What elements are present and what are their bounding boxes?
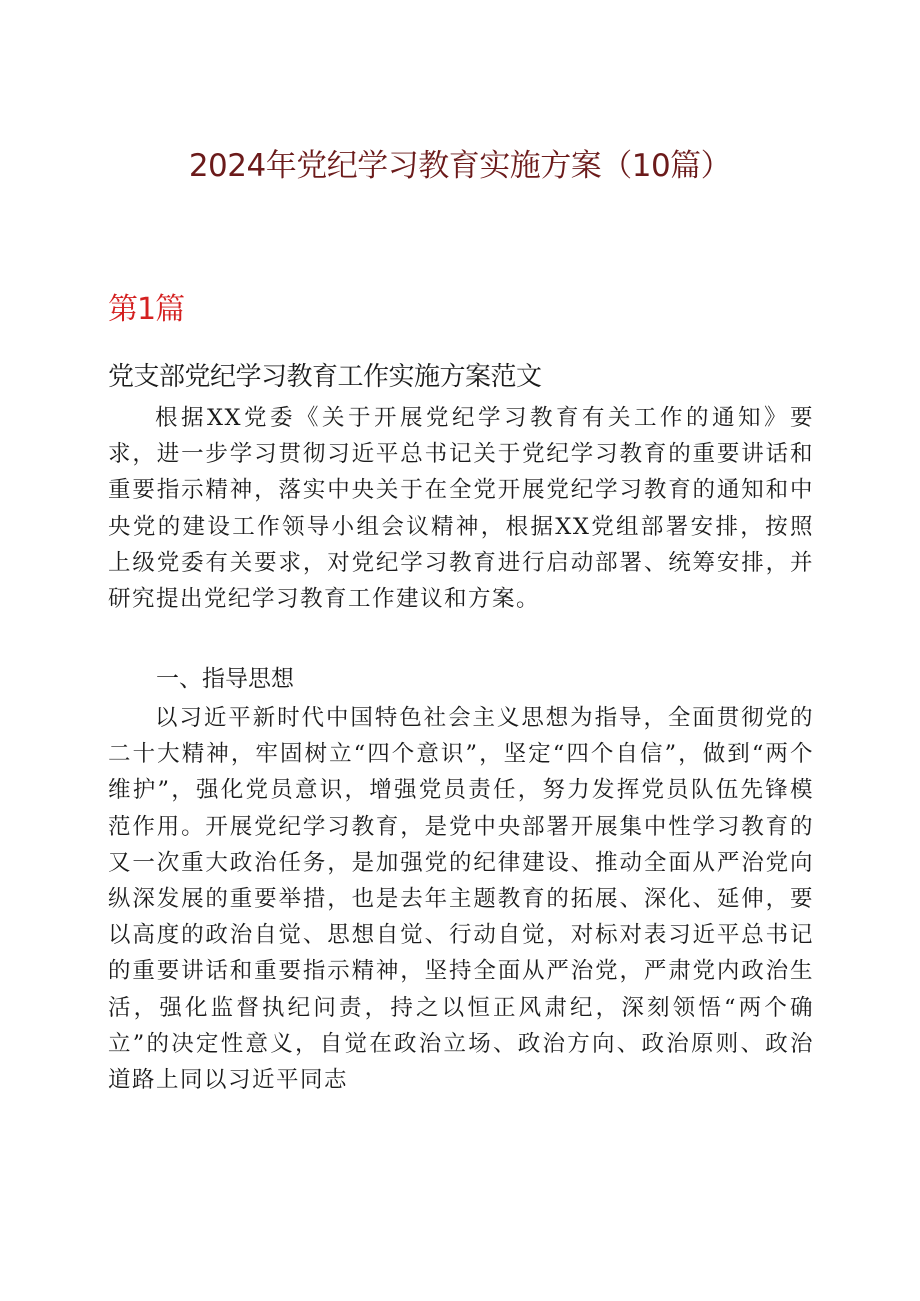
document-title: 2024年党纪学习教育实施方案（10篇） bbox=[188, 148, 732, 184]
intro-paragraph: 根据XX党委《关于开展党纪学习教育有关工作的通知》要求，进一步学习贯彻习近平总书记关于党纪学习教育的重要讲话和重要指示精神，落实中央关于在全党开展党纪学习教育的通知和中央党的建设工作领导小组会议精神，根据XX党组部署安排，按照上级党委有关要求，对党纪学习教育进行启动部署、统筹安排，并研究提出党纪学习教育工作建议和方案。 bbox=[108, 405, 814, 613]
part-heading: 第1篇 bbox=[108, 292, 185, 327]
guiding-ideology-paragraph: 以习近平新时代中国特色社会主义思想为指导，全面贯彻党的二十大精神，牢固树立“四个意识”，坚定“四个自信”，做到“两个维护”，强化党员意识，增强党员责任，努力发挥党员队伍先锋模范作用。开展党纪学习教育，是党中央部署开展集中性学习教育的又一次重大政治任务，是加强党的纪律建设、推动全面从严治党向纵深发展的重要举措，也是去年主题教育的拓展、深化、延伸，要以高度的政治自觉、思想自觉、行动自觉，对标对表习近平总书记的重要讲话和重要指示精神，坚持全面从严治党，严肃党内政治生活，强化监督执纪问责，持之以恒正风肃纪，深刻领悟“两个确立”的决定性意义，自觉在政治立场、政治方向、政治原则、政治道路上同以习近平同志 bbox=[108, 705, 814, 1094]
section-heading-guiding-ideology: 一、指导思想 bbox=[156, 666, 294, 692]
section-subtitle: 党支部党纪学习教育工作实施方案范文 bbox=[108, 362, 542, 392]
